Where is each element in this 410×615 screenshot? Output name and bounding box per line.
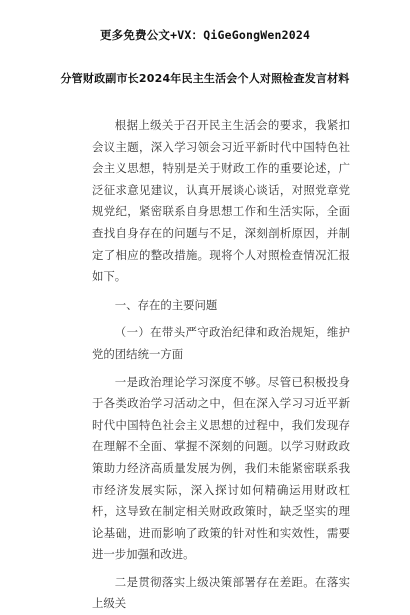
intro-paragraph: 根据上级关于召开民主生活会的要求，我紧扣会议主题，深入学习领会习近平新时代中国特色社会主义思想，特别是关于财政工作的重要论述，广泛征求意见建议，认真开展谈心谈话，对照党章党规党纪，紧密联系自身思想工作和生活实际，全面查找自身存在的问题与不足，深刻剖析原因，并制定了相应的整改措施。现将个人对照检查情况汇报如下。 xyxy=(92,118,350,284)
section-heading: 一、存在的主要问题 xyxy=(114,297,218,312)
point-two-paragraph: 二是贯彻落实上级决策部署存在差距。在落实上级关 xyxy=(92,574,350,611)
document-title: 分管财政副市长2024年民主生活会个人对照检查发言材料 xyxy=(60,72,350,85)
subsection-heading: （一）在带头严守政治纪律和政治规矩，维护党的团结统一方面 xyxy=(92,325,350,361)
watermark-text: 更多免费公文+VX：QiGeGongWen2024 xyxy=(99,28,311,42)
document-body xyxy=(92,115,350,615)
point-one-paragraph: 一是政治理论学习深度不够。尽管已积极投身于各类政治学习活动之中，但在深入学习习近平新时代中国特色社会主义思想的过程中，我们发现存在理解不全面、掌握不深刻的问题。以学习财政政策助力经济高质量发展为例，我们未能紧密联系我市经济发展实际，深入探讨如何精确运用财政杠杆，这导致在制定相关财政政策时，缺乏坚实的理论基础，进而影响了政策的针对性和实效性，需要进一步加强和改进。 xyxy=(92,374,350,562)
